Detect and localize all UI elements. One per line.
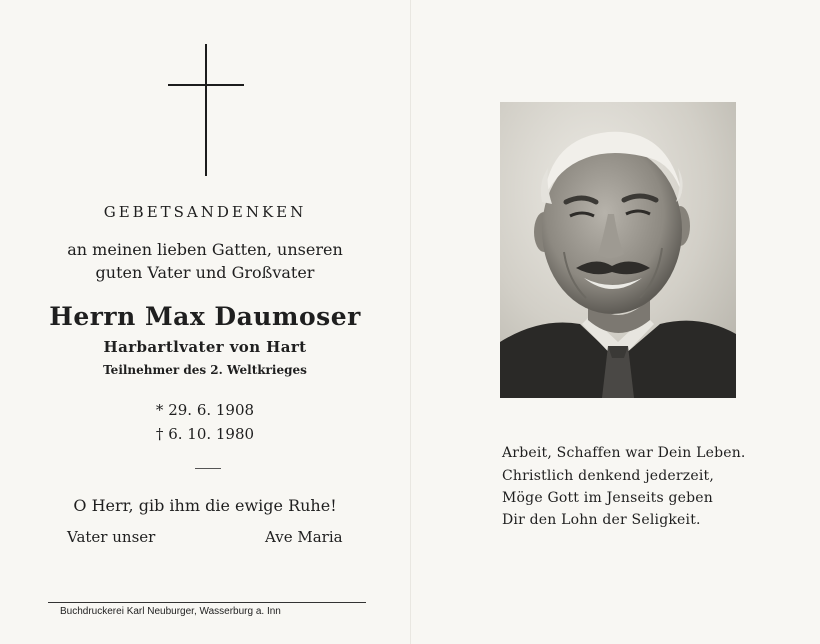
card-heading: GEBETSANDENKEN — [103, 203, 307, 221]
prayer-vater-unser: Vater unser — [67, 528, 156, 546]
verse-line-2: Christlich denkend jederzeit, — [502, 468, 715, 484]
deceased-subtitle: Harbartlvater von Hart — [103, 338, 307, 356]
birth-date: * 29. 6. 1908 — [155, 401, 255, 419]
verse-line-4: Dir den Lohn der Seligkeit. — [502, 512, 701, 528]
divider-dash — [195, 468, 221, 469]
printer-credit: Buchdruckerei Karl Neuburger, Wasserburg a. Inn — [60, 606, 281, 617]
dedication-line-2: guten Vater und Großvater — [95, 263, 315, 282]
cross-icon — [168, 44, 244, 176]
verse-line-1: Arbeit, Schaffen war Dein Leben. — [502, 445, 746, 461]
deceased-subtitle-2: Teilnehmer des 2. Weltkrieges — [103, 363, 307, 377]
prayer-line: O Herr, gib ihm die ewige Ruhe! — [73, 496, 337, 515]
printer-rule — [48, 602, 366, 603]
portrait-photo — [500, 102, 736, 398]
dedication-line-1: an meinen lieben Gatten, unseren — [67, 240, 343, 259]
verse-line-3: Möge Gott im Jenseits geben — [502, 490, 714, 506]
right-panel — [411, 0, 820, 644]
portrait-illustration — [500, 102, 736, 398]
prayer-ave-maria: Ave Maria — [265, 528, 343, 546]
deceased-name: Herrn Max Daumoser — [49, 302, 361, 331]
death-date: † 6. 10. 1980 — [155, 425, 255, 443]
